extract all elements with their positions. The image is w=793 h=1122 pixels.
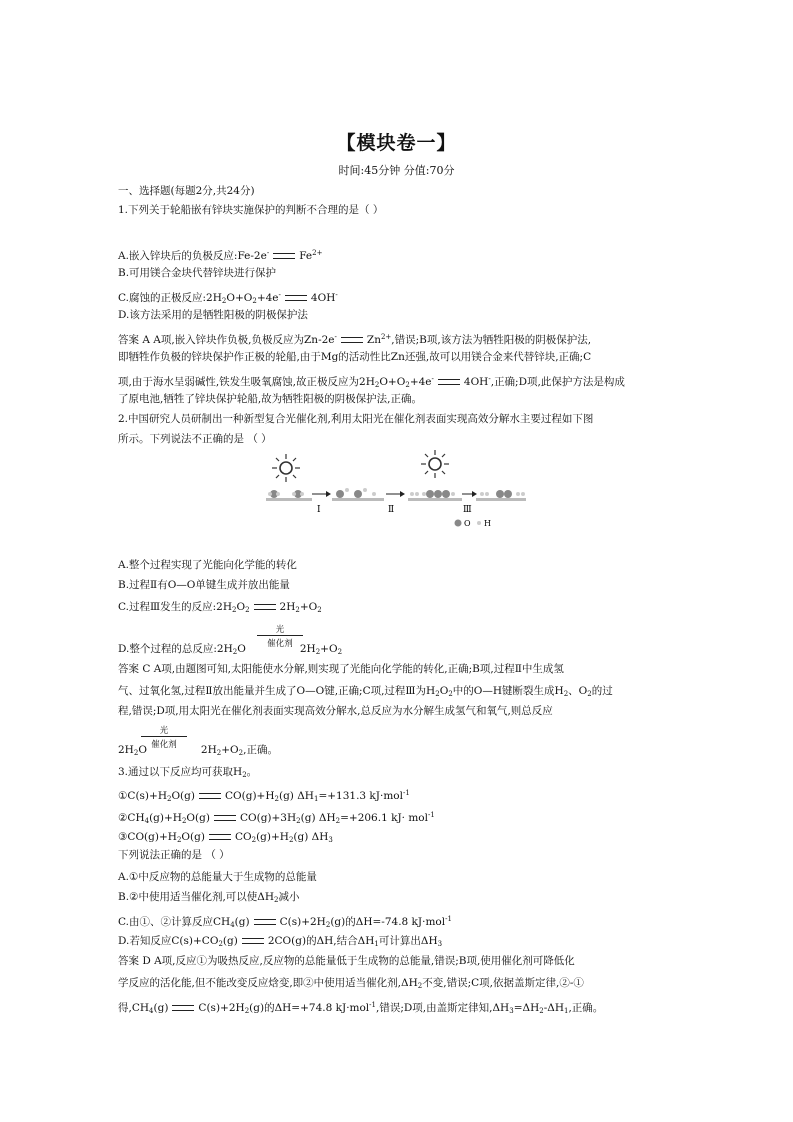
q3-answer-line1: 答案 D A项,反应①为吸热反应,反应物的总能量低于生成物的总能量,错误;B项,使用催化剂可降低化: [118, 955, 575, 967]
q3-question: 下列说法正确的是 （ ）: [118, 849, 230, 861]
q3-reaction-2: $②CH_4(g)+H_2O(g)$ $CO(g)+3H_2(g)$ $\Delta H_2=+206.1$ kJ· mol$^{-1}$: [118, 811, 435, 825]
q1-answer-line1: 答案 A A项,嵌入锌块作负极,负极反应为Zn-2e- $Zn^{2+}$,错误;B项,该方法为牺牲阳极的阴极保护法,: [118, 333, 592, 346]
legend-hydrogen: H: [484, 519, 491, 528]
sun-icon: [421, 450, 449, 478]
q2-option-d: D.整个过程的总反应$:2H_2O$ $2H_2+O_2$: [118, 643, 343, 656]
stage-label-2: Ⅱ: [388, 505, 395, 515]
q1-option-a: A.嵌入锌块后的负极反应:Fe-2e- $Fe^{2+}$: [118, 249, 323, 262]
q1-answer-line3: 项,由于海水呈弱碱性,铁发生吸氧腐蚀,故正极反应为$2H_2O+O_2+4e^-$ 4OH-,正确;D项,此保护方法是构成: [118, 375, 625, 389]
q2-option-a: A.整个过程实现了光能向化学能的转化: [118, 559, 297, 571]
q3-stem: 3.通过以下反应均可获取$H_2$。: [118, 766, 258, 779]
stage-label-1: Ⅰ: [317, 505, 321, 515]
q2-stem-line2: 所示。下列说法不正确的是 （ ）: [118, 433, 272, 445]
q2-option-b: B.过程Ⅱ有O—O单键生成并放出能量: [118, 579, 290, 591]
page-title: 【模块卷一】: [336, 132, 457, 154]
q2-answer-line2: 气、过氧化氢,过程Ⅱ放出能量并生成了O—O键,正确;C项,过程Ⅲ为$H_2O_2$中的O—H键断裂生成$H_2$、$O_2$的过: [118, 685, 613, 698]
q3-option-a: A.①中反应物的总能量大于生成物的总能量: [118, 871, 317, 883]
q1-answer-line4: 了原电池,牺牲了锌块保护轮船,故为牺牲阳极的阴极保护法,正确。: [118, 393, 423, 405]
q2-answer-line1: 答案 C A项,由题图可知,太阳能使水分解,则实现了光能向化学能的转化,正确;B项,过程Ⅱ中生成氢: [118, 663, 564, 675]
q2-answer-line4: $2H_2O$ $2H_2+O_2$,正确。: [118, 744, 278, 757]
q3-option-d: D.若知反应$C(s)+CO_2(g)$ 2CO(g)的ΔH,结合$\Delta H_1$可计算出$\Delta H_3$: [118, 935, 443, 948]
document-page: 【模块卷一】 时间:45分钟 分值:70分 一、选择题(每题2分,共24分) 1.下列关于轮船嵌有锌块实施保护的判断不合理的是（ ） A.嵌入锌块后的负极反应:Fe-2e- $Fe^{2+}$ B.可用镁合金块代替锌块进行保护 C.腐蚀的正极反应$:2H_2O+O_2+4e^-$ 4OH- D.该方法采用的是牺牲阳极的阴极保护法 答案 A A项,嵌入锌块作负极,负极反应为Zn-2e- $Zn^{2+}$,错误;B项,该方法为牺牲阳极的阴极保护法, 即牺牲作负极的锌块保护作正极的轮船,由于Mg的活动性比Zn还强,故可以用镁合金来代替锌块,正确;C 项,由于海水呈弱碱性,铁发生吸氧腐蚀,故正极反应为$2H_2O+O_2+4e^-$ 4OH-,正确;D项,此保护方法是构成 了原电池,牺牲了锌块保护轮船,故为牺牲阳极的阴极保护法,正确。 2.中国研究人员研制出一种新型复合光催化剂,利用太阳光在催化剂表面实现高效分解水主要过程如下图 所示。下列说法不正确的是 （ ） Ⅰ Ⅱ Ⅲ O H A.整个过程实现了光能向化学能的转化 B.过程Ⅱ有O—O单键生成并放出能量 C.过程Ⅲ发生的反应$:2H_2O_2$ $2H_2+O_2$ D.整个过程的总反应$:2H_2O$ $2H_2+O_2$ 光 催化剂 答案 C A项,由题图可知,太阳能使水分解,则实现了光能向化学能的转化,正确;B项,过程Ⅱ中生成氢 气、过氧化氢,过程Ⅱ放出能量并生成了O—O键,正确;C项,过程Ⅲ为$H_2O_2$中的O—H键断裂生成$H_2$、$O_2$的过 程,错误;D项,用太阳光在催化剂表面实现高效分解水,总反应为水分解生成氢气和氧气,则总反应 $2H_2O$ $2H_2+O_2$,正确。 光 催化剂 3.通过以下反应均可获取$H_2$。 $①C(s)+H_2O(g)$ $CO(g)+H_2(g)$ $\Delta H_1=+131.3$ kJ·mol$^{-1}$ $②CH_4(g)+H_2O(g)$ $CO(g)+3H_2(g)$ $\Delta H_2=+206.1$ kJ· mol$^{-1}$ $③CO(g)+H_2O(g)$ $CO_2(g)+H_2(g)$ $\Delta H_3$ 下列说法正确的是 （ ） A.①中反应物的总能量大于生成物的总能量 B.②中使用适当催化剂,可以使$\Delta H_2$减小 C.由①、②计算反应$CH_4(g)$ $C(s)+2H_2(g)$的ΔH=-74.8 kJ·mol$^{-1}$ D.若知反应$C(s)+CO_2(g)$ 2CO(g)的ΔH,结合$\Delta H_1$可计算出$\Delta H_3$ 答案 D A项,反应①为吸热反应,反应物的总能量低于生成物的总能量,错误;B项,使用催化剂可降低化 学反应的活化能,但不能改变反应焓变,即②中使用适当催化剂$,\Delta H_2$不变,错误;C项,依据盖斯定律,②-① 得$,CH_4(g)$ $C(s)+2H_2(g)$的ΔH=+74.8 kJ·mol$^{-1}$,错误;D项,由盖斯定律知$,\Delta H_3=\Delta H_2-\Delta H_1$,正确。: [0, 0, 793, 1122]
q3-answer-line3: 得$,CH_4(g)$ $C(s)+2H_2(g)$的ΔH=+74.8 kJ·mol$^{-1}$,错误;D项,由盖斯定律知$,\Delta H_3=\Delta H_2-\Delta H_1$,正确。: [118, 1001, 604, 1015]
q1-option-c: C.腐蚀的正极反应$:2H_2O+O_2+4e^-$ 4OH-: [118, 291, 338, 305]
q2-stem-line1: 2.中国研究人员研制出一种新型复合光催化剂,利用太阳光在催化剂表面实现高效分解水主要过程如下图: [118, 413, 594, 425]
q1-stem: 1.下列关于轮船嵌有锌块实施保护的判断不合理的是（ ）: [118, 204, 384, 216]
q1-option-b: B.可用镁合金块代替锌块进行保护: [118, 267, 277, 279]
q3-option-c: C.由①、②计算反应$CH_4(g)$ $C(s)+2H_2(g)$的ΔH=-74.8 kJ·mol$^{-1}$: [118, 915, 452, 929]
section-heading: 一、选择题(每题2分,共24分): [118, 185, 255, 197]
q2-answer-line3: 程,错误;D项,用太阳光在催化剂表面实现高效分解水,总反应为水分解生成氢气和氧气,则总反应: [118, 705, 553, 717]
q3-reaction-1: $①C(s)+H_2O(g)$ $CO(g)+H_2(g)$ $\Delta H_1=+131.3$ kJ·mol$^{-1}$: [118, 789, 410, 803]
sun-icon: [272, 454, 300, 482]
q3-reaction-3: $③CO(g)+H_2O(g)$ $CO_2(g)+H_2(g)$ $\Delta H_3$: [118, 831, 333, 844]
legend-oxygen: O: [464, 519, 471, 528]
q2-option-c: C.过程Ⅲ发生的反应$:2H_2O_2$ $2H_2+O_2$: [118, 601, 322, 614]
exam-info: 时间:45分钟 分值:70分: [338, 164, 455, 177]
q1-answer-line2: 即牺牲作负极的锌块保护作正极的轮船,由于Mg的活动性比Zn还强,故可以用镁合金来代替锌块,正确;C: [118, 351, 592, 363]
q3-answer-line2: 学反应的活化能,但不能改变反应焓变,即②中使用适当催化剂$,\Delta H_2$不变,错误;C项,依据盖斯定律,②-①: [118, 977, 584, 990]
q1-option-d: D.该方法采用的是牺牲阳极的阴极保护法: [118, 309, 308, 321]
photocatalysis-diagram: [262, 450, 534, 532]
stage-label-3: Ⅲ: [463, 505, 472, 515]
q3-option-b: B.②中使用适当催化剂,可以使$\Delta H_2$减小: [118, 891, 300, 904]
